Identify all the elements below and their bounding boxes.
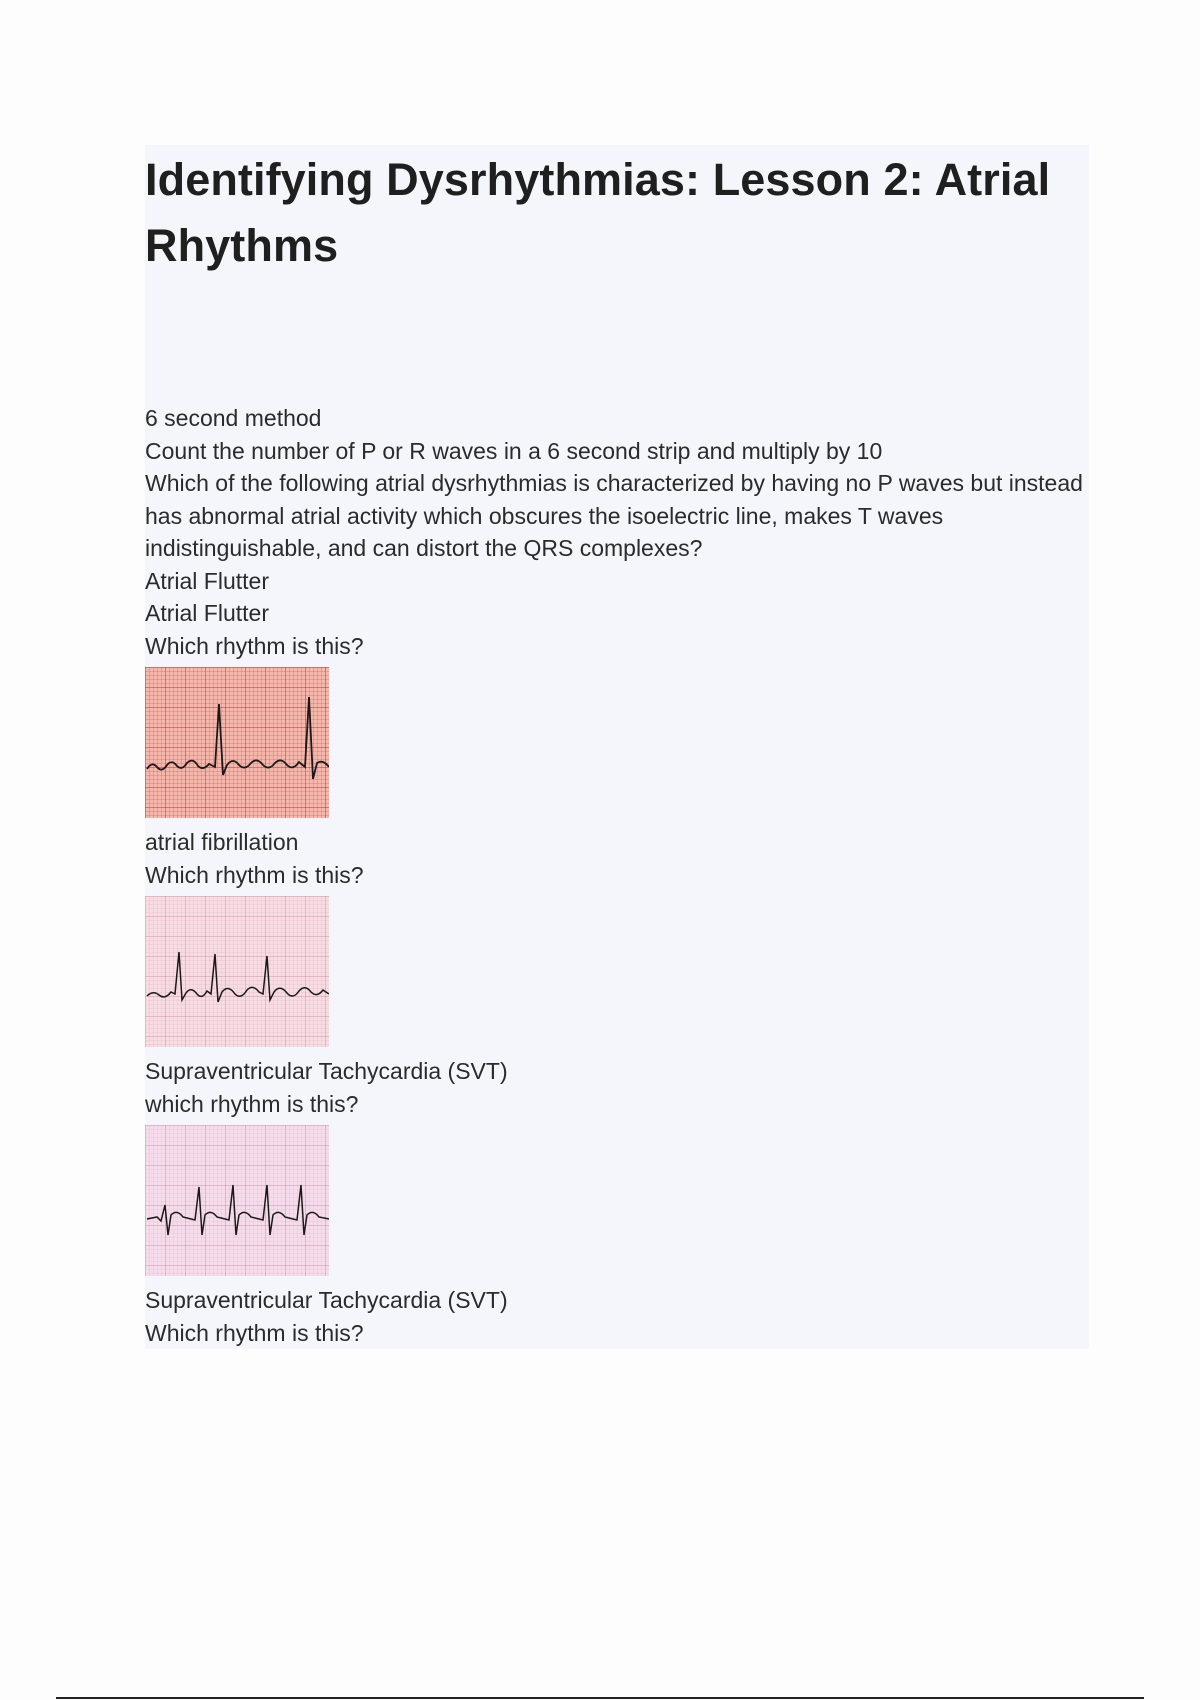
page-title: Identifying Dysrhythmias: Lesson 2: Atrial Rhythms <box>145 154 1051 271</box>
text-line: Atrial Flutter <box>145 600 269 626</box>
text-line: Count the number of P or R waves in a 6 second strip and multiply by 10 <box>145 437 883 464</box>
ecg-strip-2 <box>145 896 329 1047</box>
text-line: Supraventricular Tachycardia (SVT) <box>145 1058 508 1084</box>
text-line: atrial fibrillation <box>145 829 299 855</box>
footer-divider <box>56 1697 1144 1699</box>
question-paragraph: Which of the following atrial dysrhythmias is characterized by having no P waves but instead has abnormal atrial activity which obscures the isoelectric line, makes T waves indistinguishable, and can distort the QRS complexes? <box>145 470 1083 561</box>
text-line: which rhythm is this? <box>145 1090 359 1117</box>
text-line: Atrial Flutter <box>145 567 269 594</box>
text-line: 6 second method <box>145 405 322 431</box>
flashcard-list <box>145 402 1089 1349</box>
ecg-strip-svt <box>145 1125 329 1276</box>
ecg-strip-atrial-fibrillation <box>145 667 329 818</box>
text-line: Which rhythm is this? <box>145 861 364 888</box>
text-line: Supraventricular Tachycardia (SVT) <box>145 1287 508 1313</box>
text-line: Which rhythm is this? <box>145 632 364 659</box>
document-page <box>145 145 1089 1349</box>
text-line: Which rhythm is this? <box>145 1319 364 1346</box>
